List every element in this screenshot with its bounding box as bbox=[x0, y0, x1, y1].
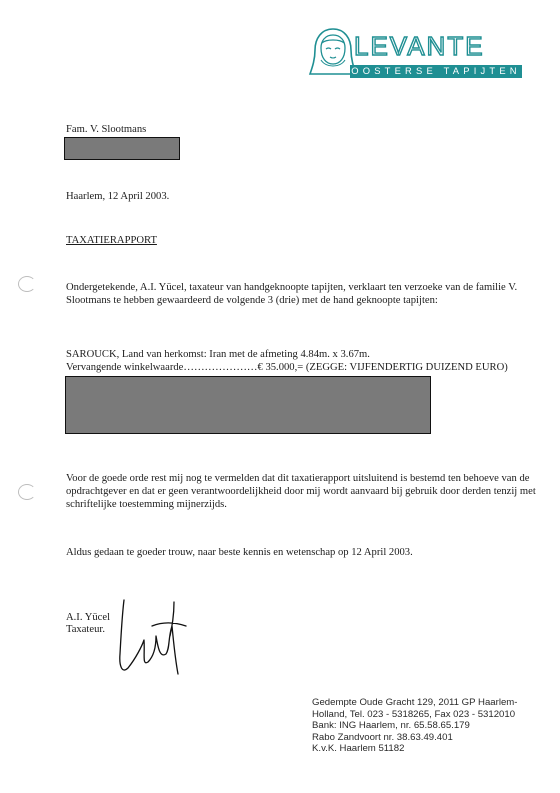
redacted-items-block bbox=[65, 376, 431, 434]
footer-kvk-line: K.v.K. Haarlem 51182 bbox=[312, 743, 405, 754]
intro-line-2: Slootmans te hebben gewaardeerd de volgende 3 (drie) met de hand geknoopte tapijten: bbox=[66, 295, 438, 306]
handwritten-signature bbox=[112, 596, 192, 686]
punch-hole-mark bbox=[18, 484, 36, 500]
company-footer bbox=[312, 697, 518, 755]
place-date: Haarlem, 12 April 2003. bbox=[66, 191, 170, 202]
redacted-address-block bbox=[64, 137, 180, 160]
footer-bank-line: Bank: ING Haarlem, nr. 65.58.65.179 bbox=[312, 720, 470, 731]
footer-address-line: Gedempte Oude Gracht 129, 2011 GP Haarlem- bbox=[312, 697, 518, 708]
intro-paragraph bbox=[66, 281, 526, 307]
note-line-2: opdrachtgever en dat er geen verantwoordelijkheid door mij wordt aanvaard bij gebruik door derden tenzij met bbox=[66, 486, 536, 497]
signer-name: A.I. Yücel bbox=[66, 612, 111, 623]
footer-rabo-line: Rabo Zandvoort nr. 38.63.49.401 bbox=[312, 731, 453, 743]
note-paragraph bbox=[66, 472, 536, 511]
note-line-3: schriftelijke toestemming mijnerzijds. bbox=[66, 499, 227, 510]
punch-hole-mark bbox=[18, 276, 36, 292]
note-line-1: Voor de goede orde rest mij nog te vermelden dat dit taxatierapport uitsluitend is bestemd ten behoeve van de bbox=[66, 473, 530, 484]
logo-wordmark: LEVANTE bbox=[354, 31, 485, 61]
company-logo bbox=[306, 24, 522, 80]
item-description bbox=[66, 348, 526, 374]
intro-line-1: Ondergetekende, A.I. Yücel, taxateur van handgeknoopte tapijten, verklaart ten verzoeke van de familie V. bbox=[66, 282, 518, 293]
item-line-2: Vervangende winkelwaarde…………………€ 35.000,= (ZEGGE: VIJFENDERTIG DUIZEND EURO) bbox=[66, 362, 508, 373]
addressee-name: Fam. V. Slootmans bbox=[66, 124, 147, 135]
report-title: TAXATIERAPPORT bbox=[66, 235, 157, 246]
item-line-1: SAROUCK, Land van herkomst: Iran met de afmeting 4.84m. x 3.67m. bbox=[66, 349, 370, 360]
signer-title: Taxateur. bbox=[66, 624, 105, 635]
footer-contact-line: Holland, Tel. 023 - 5318265, Fax 023 - 5312010 bbox=[312, 708, 516, 720]
logo-tagline-band: OOSTERSE TAPIJTEN bbox=[351, 65, 521, 76]
closing-statement: Aldus gedaan te goeder trouw, naar beste kennis en wetenschap op 12 April 2003. bbox=[66, 547, 413, 558]
